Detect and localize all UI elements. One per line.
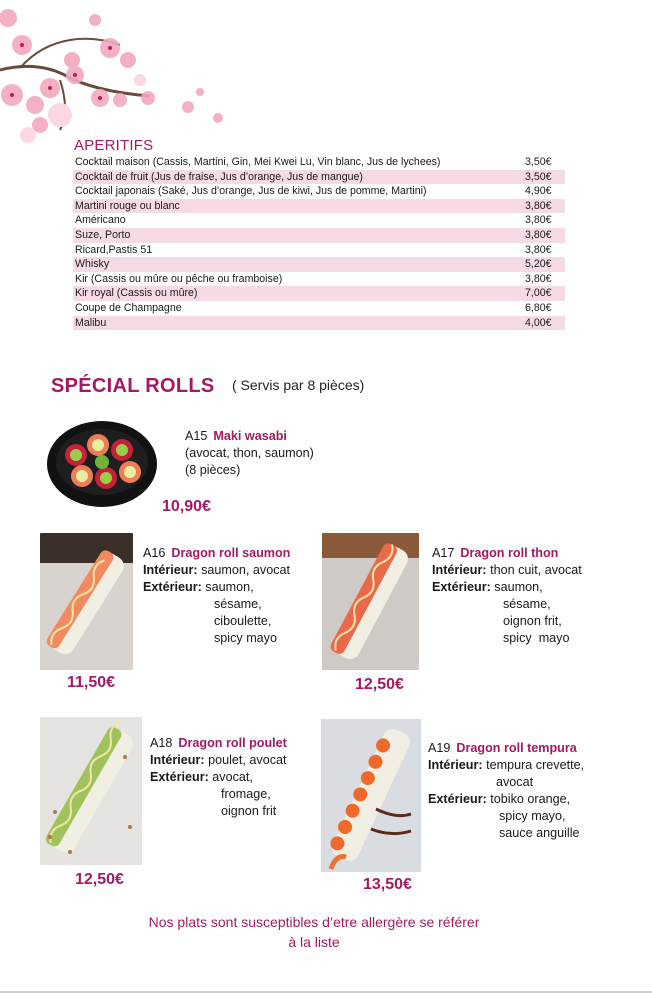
item-a15 [185,428,314,479]
aperitif-name: Cocktail maison (Cassis, Martini, Gin, Mei Kwei Lu, Vin blanc, Jus de lychees) [75,156,441,168]
aperitif-price: 4,00€ [525,316,552,329]
item-name: Dragon roll poulet [178,736,287,750]
exterior-extra: spicy mayo [503,631,570,645]
aperitif-row [73,155,565,170]
aperitif-price: 3,80€ [525,228,552,241]
interior-label: Intérieur: [432,563,487,577]
interior-value: tempura crevette, [486,758,585,772]
aperitif-row [73,243,565,258]
exterior-extra: sauce anguille [499,826,580,840]
interior-value: saumon, avocat [201,563,291,577]
item-code: A17 [432,546,455,560]
exterior-extra: ciboulette, [214,614,272,628]
item-name: Dragon roll thon [460,546,559,560]
aperitif-name: Kir (Cassis ou mûre ou pêche ou framboise) [75,272,283,285]
item-code: A15 [185,429,208,443]
aperitif-name: Kir royal (Cassis ou mûre) [75,287,198,300]
item-name: Dragon roll saumon [171,546,291,560]
dragon-roll-poulet-photo [40,717,142,865]
aperitif-name: Malibu [75,316,107,329]
item-code: A19 [428,741,451,755]
aperitif-name: Américano [75,214,126,227]
item-a18 [150,735,287,820]
aperitif-row [73,272,565,287]
exterior-extra: fromage, [221,787,271,801]
price-a17: 12,50€ [355,676,404,693]
aperitif-row [73,228,565,243]
special-rolls-title: SPÉCIAL ROLLS [51,375,215,397]
aperitif-row [73,257,565,272]
price-a18: 12,50€ [75,871,124,888]
allergen-note-line1: Nos plats sont susceptibles d’etre allergère se référer [148,914,480,930]
aperitif-row [73,184,565,199]
item-code: A16 [143,546,166,560]
aperitif-row [73,170,565,185]
exterior-extra: spicy mayo, [499,809,566,823]
price-a16: 11,50€ [67,674,116,691]
special-rolls-subtitle: ( Servis par 8 pièces) [232,377,365,393]
aperitif-price: 3,50€ [525,156,552,168]
maki-wasabi-photo [46,420,158,508]
interior-value: thon cuit, avocat [490,563,582,577]
aperitif-name: Cocktail japonais (Saké, Jus d’orange, Jus de kiwi, Jus de pomme, Martini) [75,185,427,198]
aperitif-price: 3,80€ [525,199,552,212]
exterior-value: tobiko orange, [490,792,571,806]
exterior-value: saumon, [205,580,254,594]
exterior-label: Extérieur: [143,580,202,594]
allergen-note-line2: à la liste [288,934,340,950]
exterior-label: Extérieur: [150,770,209,784]
dragon-roll-tempura-photo [321,719,421,872]
price-a15: 10,90€ [162,498,211,515]
aperitif-price: 7,00€ [525,287,552,300]
interior-value: poulet, avocat [208,753,287,767]
aperitif-price: 3,50€ [525,170,552,183]
aperitif-row [73,301,565,316]
exterior-extra: oignon frit, [503,614,562,628]
interior-label: Intérieur: [428,758,483,772]
item-a17 [432,545,582,647]
aperitif-price: 3,80€ [525,272,552,285]
item-a19 [428,740,584,842]
aperitif-price: 6,80€ [525,301,552,314]
exterior-extra: oignon frit [221,804,277,818]
aperitifs-title: APERITIFS [74,137,154,154]
aperitif-price: 5,20€ [525,258,552,271]
aperitif-name: Suze, Porto [75,228,131,241]
aperitif-name: Whisky [75,258,110,271]
exterior-value: avocat, [212,770,253,784]
item-name: Dragon roll tempura [456,741,577,755]
exterior-label: Extérieur: [432,580,491,594]
exterior-label: Extérieur: [428,792,487,806]
aperitifs-list [73,155,565,330]
aperitif-name: Cocktail de fruit (Jus de fraise, Jus d’orange, Jus de mangue) [75,170,363,183]
dragon-roll-thon-photo [322,533,419,670]
aperitif-row [73,316,565,331]
aperitif-price: 3,80€ [525,243,552,256]
interior-label: Intérieur: [150,753,205,767]
exterior-value: saumon, [494,580,543,594]
price-a19: 13,50€ [363,876,412,893]
interior-extra: avocat [496,775,534,789]
aperitif-name: Coupe de Champagne [75,301,182,314]
item-name: Maki wasabi [213,429,287,443]
interior-label: Intérieur: [143,563,198,577]
aperitif-row [73,213,565,228]
exterior-extra: sésame, [503,597,551,611]
aperitif-row [73,286,565,301]
aperitif-name: Martini rouge ou blanc [75,199,180,212]
aperitif-name: Ricard,Pastis 51 [75,243,153,256]
aperitif-price: 4,90€ [525,185,552,198]
aperitif-row [73,199,565,214]
item-pieces: (8 pièces) [185,463,241,477]
aperitif-price: 3,80€ [525,214,552,227]
exterior-extra: sésame, [214,597,262,611]
item-code: A18 [150,736,173,750]
cherry-blossom-decoration [0,0,235,150]
allergen-note [0,912,628,952]
item-a16 [143,545,290,647]
item-description: (avocat, thon, saumon) [185,446,314,460]
exterior-extra: spicy mayo [214,631,277,645]
dragon-roll-saumon-photo [40,533,133,670]
